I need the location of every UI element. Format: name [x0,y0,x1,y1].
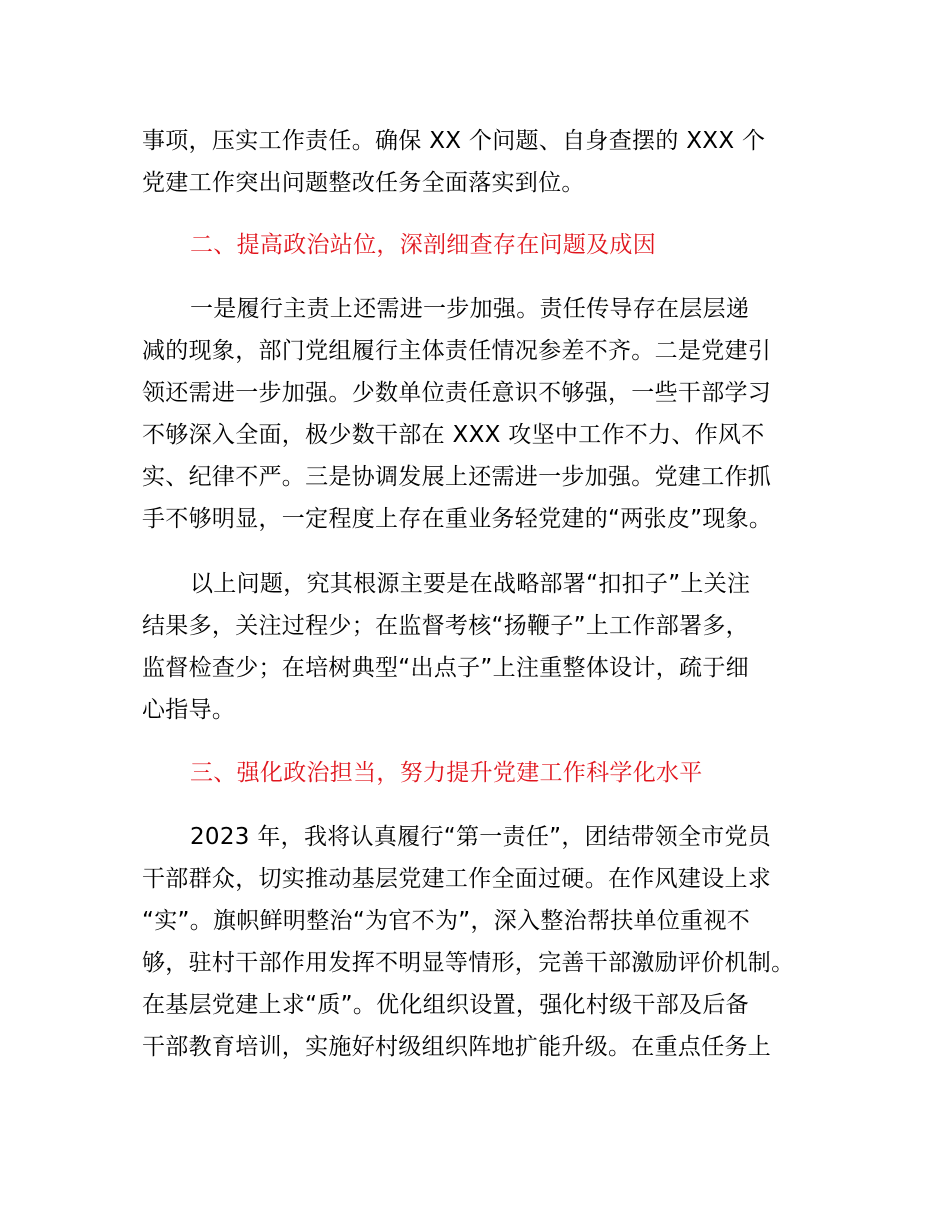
paragraph-line: 党建工作突出问题整改任务全面落实到位。 [142,170,585,196]
paragraph-line: 以上问题，究其根源主要是在战略部署“扣扣子”上关注 [190,571,751,597]
paragraph-line: 干部教育培训，实施好村级组织阵地扩能升级。在重点任务上 [142,1034,772,1060]
section-heading-3: 三、强化政治担当，努力提升党建工作科学化水平 [190,760,703,786]
paragraph-line: “实”。旗帜鲜明整治“为官不为”，深入整治帮扶单位重视不 [142,908,751,934]
paragraph-line: 领还需进一步加强。少数单位责任意识不够强，一些干部学习 [142,380,772,406]
paragraph-line: 在基层党建上求“质”。优化组织设置，强化村级干部及后备 [142,992,749,1018]
paragraph-line: 不够深入全面，极少数干部在 XXX 攻坚中工作不力、作风不 [142,422,765,448]
paragraph-line: 事项，压实工作责任。确保 XX 个问题、自身查摆的 XXX 个 [142,128,766,154]
paragraph-line: 监督检查少；在培树典型“出点子”上注重整体设计，疏于细 [142,655,749,681]
paragraph-line: 结果多，关注过程少；在监督考核“扬鞭子”上工作部署多， [142,613,749,639]
paragraph-line: 干部群众，切实推动基层党建工作全面过硬。在作风建设上求 [142,866,772,892]
paragraph-line: 减的现象，部门党组履行主体责任情况参差不齐。二是党建引 [142,338,772,364]
paragraph-line: 实、纪律不严。三是协调发展上还需进一步加强。党建工作抓 [142,464,772,490]
paragraph-line: 一是履行主责上还需进一步加强。责任传导存在层层递 [190,296,750,322]
section-heading-2: 二、提高政治站位，深剖细查存在问题及成因 [190,232,656,258]
paragraph-line: 手不够明显，一定程度上存在重业务轻党建的“两张皮”现象。 [142,506,773,532]
paragraph-line: 2023 年，我将认真履行“第一责任”，团结带领全市党员 [190,824,772,850]
paragraph-line: 够，驻村干部作用发挥不明显等情形，完善干部激励评价机制。 [142,950,795,976]
paragraph-line: 心指导。 [142,697,236,723]
